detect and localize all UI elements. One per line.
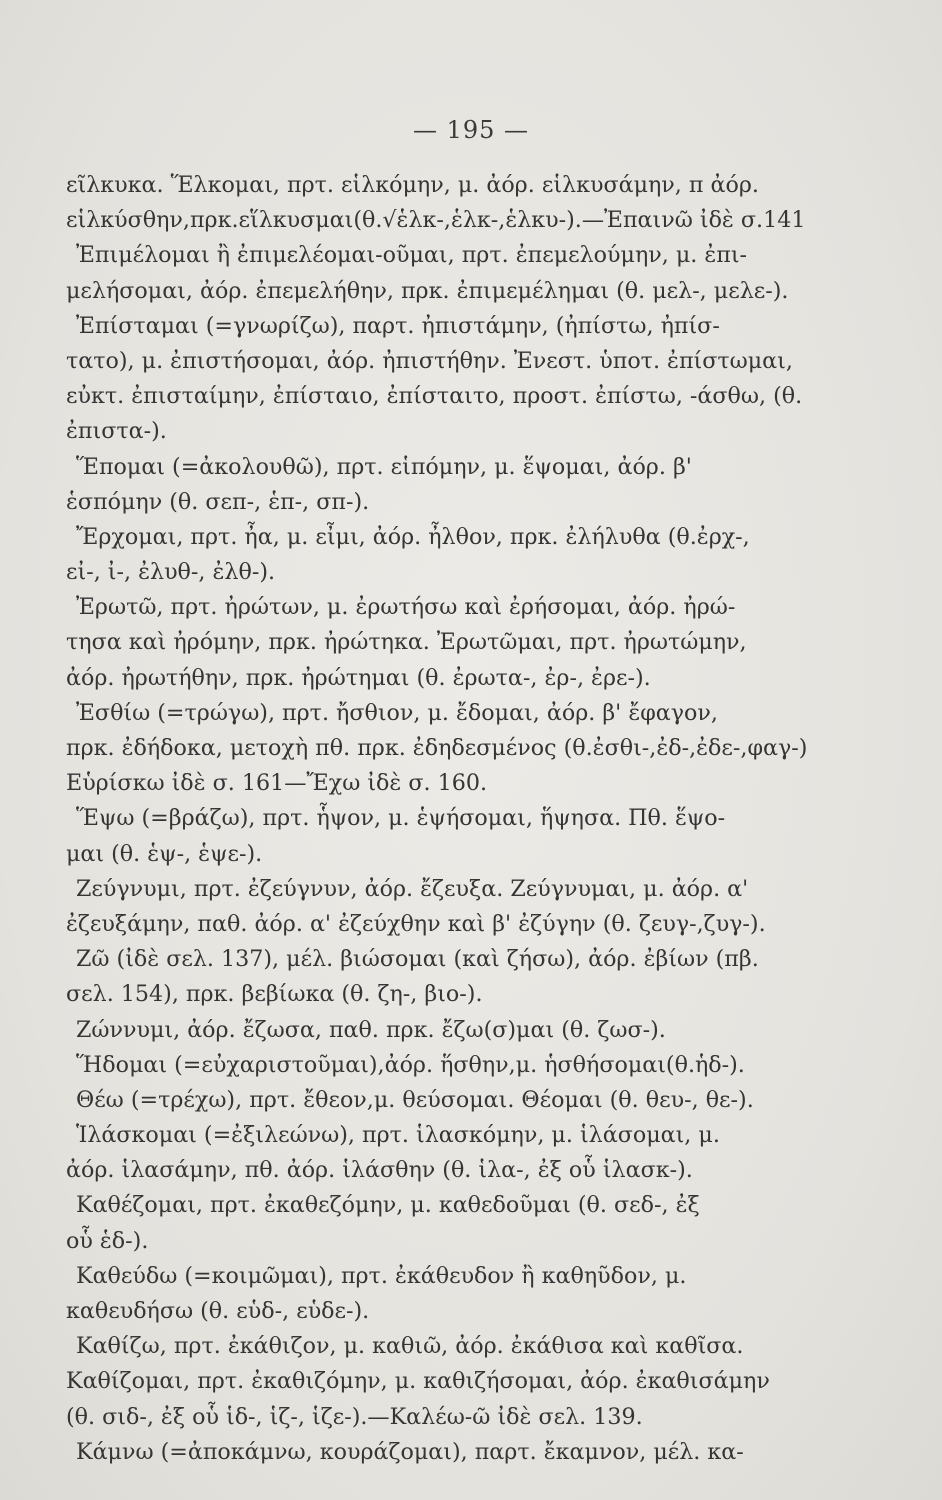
text-line: ἐπιστα-).: [66, 418, 167, 445]
text-line: Καθίζω, πρτ. ἐκάθιζον, μ. καθιῶ, ἀόρ. ἐκάθισα καὶ καθῖσα.: [76, 1333, 744, 1360]
text-line: Καθεύδω (=κοιμῶμαι), πρτ. ἐκάθευδον ἢ καθηῦδον, μ.: [76, 1262, 687, 1289]
text-line: πρκ. ἐδήδοκα, μετοχὴ πθ. πρκ. ἐδηδεσμένος (θ.ἐσθι-,ἐδ-,ἐδε-,φαγ-): [66, 735, 808, 761]
text-body: [66, 168, 856, 1470]
text-line: μαι (θ. ἑψ-, ἑψε-).: [66, 840, 263, 867]
text-line: Ἐπιμέλομαι ἢ ἐπιμελέομαι-οῦμαι, πρτ. ἐπεμελούμην, μ. ἐπι-: [76, 242, 748, 269]
text-line: Κάμνω (=ἀποκάμνω, κουράζομαι), παρτ. ἔκαμνον, μέλ. κα-: [76, 1438, 744, 1465]
text-line: ἀόρ. ἱλασάμην, πθ. ἀόρ. ἱλάσθην (θ. ἱλα-, ἐξ οὗ ἱλασκ-).: [66, 1157, 693, 1184]
text-line: Ἐρωτῶ, πρτ. ἠρώτων, μ. ἐρωτήσω καὶ ἐρήσομαι, ἀόρ. ἠρώ-: [76, 594, 736, 621]
text-line: Ζεύγνυμι, πρτ. ἐζεύγνυν, ἀόρ. ἔζευξα. Ζεύγνυμαι, μ. ἀόρ. α': [76, 875, 749, 902]
text-line: ἐζευξάμην, παθ. ἀόρ. α' ἐζεύχθην καὶ β' ἐζύγην (θ. ζευγ-,ζυγ-).: [66, 910, 766, 937]
text-line: εἱλκύσθην,πρκ.εἵλκυσμαι(θ.√ἑλκ-,ἑλκ-,ἑλκυ-).—Ἐπαινῶ ἰδὲ σ.141: [66, 207, 806, 234]
text-line: μελήσομαι, ἀόρ. ἐπεμελήθην, πρκ. ἐπιμεμέλημαι (θ. μελ-, μελε-).: [66, 277, 789, 304]
text-line: καθευδήσω (θ. εὑδ-, εὑδε-).: [66, 1298, 370, 1324]
text-line: ἑσπόμην (θ. σεπ-, ἑπ-, σπ-).: [66, 488, 370, 515]
text-line: Θέω (=τρέχω), πρτ. ἔθεον,μ. θεύσομαι. Θέομαι (θ. θευ-, θε-).: [76, 1086, 754, 1113]
text-line: Ἐσθίω (=τρώγω), πρτ. ἤσθιον, μ. ἔδομαι, ἀόρ. β' ἔφαγον,: [76, 699, 718, 726]
text-line: εῖλκυκα. Ἕλκομαι, πρτ. εἱλκόμην, μ. ἀόρ. εἱλκυσάμην, π ἀόρ.: [66, 172, 759, 198]
text-line: Εὑρίσκω ἰδὲ σ. 161—Ἔχω ἰδὲ σ. 160.: [66, 770, 488, 797]
text-line: Ἱλάσκομαι (=ἐξιλεώνω), πρτ. ἱλασκόμην, μ. ἱλάσομαι, μ.: [76, 1122, 720, 1149]
text-line: Ζῶ (ἰδὲ σελ. 137), μέλ. βιώσομαι (καὶ ζήσω), ἀόρ. ἐβίων (πβ.: [76, 946, 759, 973]
text-line: (θ. σιδ-, ἐξ οὗ ἱδ-, ἱζ-, ἱζε-).—Καλέω-ῶ ἰδὲ σελ. 139.: [66, 1403, 643, 1430]
text-line: εὐκτ. ἐπισταίμην, ἐπίσταιο, ἐπίσταιτο, προστ. ἐπίστω, -άσθω, (θ.: [66, 383, 803, 410]
text-line: Ζώννυμι, ἀόρ. ἔζωσα, παθ. πρκ. ἔζω(σ)μαι (θ. ζωσ-).: [76, 1016, 666, 1043]
text-line: οὗ ἑδ-).: [66, 1227, 149, 1254]
text-line: Ἐπίσταμαι (=γνωρίζω), παρτ. ἠπιστάμην, (ἠπίστω, ἠπίσ-: [76, 312, 720, 339]
page-number: — 195 —: [412, 116, 530, 144]
text-line: εἰ-, ἰ-, ἐλυθ-, ἐλθ-).: [66, 559, 276, 586]
text-line: Ἕψω (=βράζω), πρτ. ἧψον, μ. ἑψήσομαι, ἥψησα. Πθ. ἕψο-: [76, 805, 726, 832]
text-line: Ἔρχομαι, πρτ. ἦα, μ. εἶμι, ἀόρ. ἦλθον, πρκ. ἐλήλυθα (θ.ἐρχ-,: [76, 523, 750, 550]
text-line: ἀόρ. ἠρωτήθην, πρκ. ἠρώτημαι (θ. ἐρωτα-, ἐρ-, ἐρε-).: [66, 664, 651, 691]
text-line: Ἥδομαι (=εὐχαριστοῦμαι),ἀόρ. ἥσθην,μ. ἡσθήσομαι(θ.ἡδ-).: [76, 1051, 745, 1078]
text-line: Ἕπομαι (=ἀκολουθῶ), πρτ. εἱπόμην, μ. ἕψομαι, ἀόρ. β': [76, 453, 692, 480]
text-line: τησα καὶ ἠρόμην, πρκ. ἠρώτηκα. Ἐρωτῶμαι, πρτ. ἠρωτώμην,: [66, 629, 747, 656]
text-line: τατο), μ. ἐπιστήσομαι, ἀόρ. ἠπιστήθην. Ἐνεστ. ὑποτ. ἐπίστωμαι,: [66, 347, 793, 374]
text-line: Καθίζομαι, πρτ. ἐκαθιζόμην, μ. καθιζήσομαι, ἀόρ. ἐκαθισάμην: [66, 1368, 770, 1395]
text-line: σελ. 154), πρκ. βεβίωκα (θ. ζη-, βιο-).: [66, 981, 483, 1008]
text-line: Καθέζομαι, πρτ. ἐκαθεζόμην, μ. καθεδοῦμαι (θ. σεδ-, ἐξ: [76, 1192, 700, 1219]
